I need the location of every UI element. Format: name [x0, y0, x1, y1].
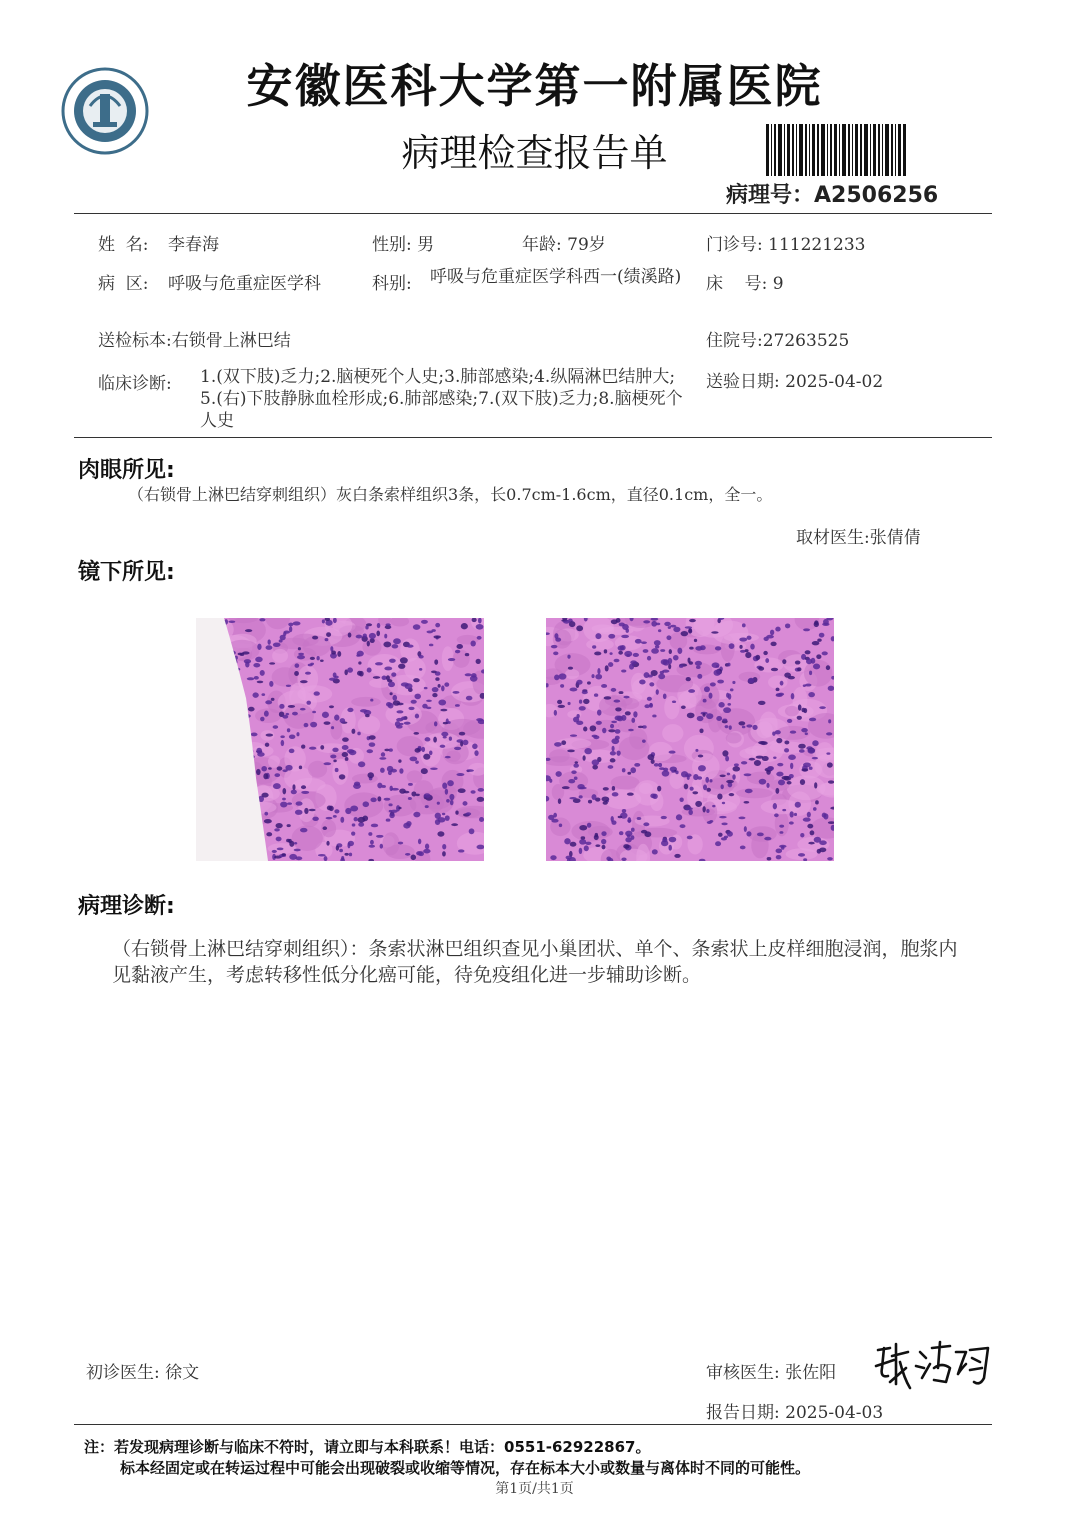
pathology-number-label: 病理号：: [726, 183, 815, 208]
clinical-diagnosis: [98, 366, 688, 432]
sex-value: 男: [417, 235, 435, 255]
pathology-number-value: A2506256: [814, 183, 939, 208]
dept-value: 呼吸与危重症医学科西一(绩溪路): [430, 267, 682, 287]
initial-doctor-value: 徐文: [165, 1363, 200, 1383]
handwritten-signature: [870, 1338, 994, 1394]
submit-date-value: 2025-04-02: [785, 372, 884, 392]
review-doctor-label: 审核医生:: [706, 1363, 780, 1383]
initial-doctor: [86, 1358, 199, 1383]
initial-doctor-label: 初诊医生:: [86, 1363, 160, 1383]
grossing-doctor: [796, 523, 921, 548]
report-title: 病理检查报告单: [401, 131, 668, 175]
clinical-dx-value: 1.(双下肢)乏力;2.脑梗死个人史;3.肺部感染;4.纵隔淋巴结肿大;5.(右)下肢静脉血栓形成;6.肺部感染;7.(双下肢)乏力;8.脑梗死个人史: [200, 367, 683, 431]
specimen: [98, 326, 291, 351]
micrograph-left: [196, 618, 484, 861]
grossing-doctor-label: 取材医生:: [796, 528, 870, 548]
divider: [74, 437, 992, 438]
footer-note-1: 注：若发现病理诊断与临床不符时，请立即与本科联系！电话：0551-62922867。: [84, 1438, 651, 1456]
micrograph-right: [546, 618, 834, 861]
age-value: 79岁: [567, 235, 606, 255]
footer-note-2: 标本经固定或在转运过程中可能会出现破裂或收缩等情况，存在标本大小或数量与离体时不同的可能性。: [120, 1459, 811, 1477]
gross-heading: 肉眼所见:: [78, 458, 175, 483]
age-label: 年龄:: [522, 235, 562, 255]
name-value: 李春海: [167, 235, 219, 255]
outpatient-label: 门诊号:: [706, 235, 763, 255]
submit-date: [706, 367, 883, 392]
bed-label: 床 号:: [706, 274, 768, 294]
outpatient-value: 111221233: [768, 235, 866, 255]
report-date-label: 报告日期:: [706, 1403, 780, 1423]
dept-label: 科别:: [372, 274, 412, 294]
inpatient-number: [706, 326, 849, 351]
bed-value: 9: [772, 274, 784, 294]
microscopic-heading: 镜下所见:: [78, 560, 175, 585]
ward: [98, 269, 321, 294]
divider: [74, 213, 992, 214]
clinical-dx-label: 临床诊断:: [98, 374, 172, 394]
ward-value: 呼吸与危重症医学科: [167, 274, 321, 294]
inpatient-label: 住院号:: [706, 331, 763, 351]
specimen-label: 送检标本:: [98, 331, 172, 351]
report-date: [706, 1398, 883, 1423]
diagnosis-text: （右锁骨上淋巴结穿刺组织）：条索状淋巴组织查见小巢团状、单个、条索状上皮样细胞浸润，胞浆内见黏液产生，考虑转移性低分化癌可能，待免疫组化进一步辅助诊断。: [112, 938, 958, 986]
patient-age: [522, 230, 606, 255]
patient-sex: [372, 230, 434, 255]
inpatient-value: 27263525: [762, 331, 850, 351]
name-label: 姓 名:: [98, 235, 149, 255]
sex-label: 性别:: [372, 235, 412, 255]
review-doctor: [706, 1358, 836, 1383]
outpatient-number: [706, 230, 865, 255]
grossing-doctor-value: 张倩倩: [869, 528, 921, 548]
gross-description: （右锁骨上淋巴结穿刺组织）灰白条索样组织3条，长0.7cm-1.6cm，直径0.1cm，全一。: [128, 485, 773, 504]
divider: [74, 1424, 992, 1425]
bed-number: [706, 269, 784, 294]
diagnosis-heading: 病理诊断:: [78, 894, 175, 919]
specimen-value: 右锁骨上淋巴结: [171, 331, 291, 351]
page-indicator: 第1页/共1页: [495, 1481, 574, 1497]
review-doctor-value: 张佐阳: [785, 1363, 837, 1383]
patient-name: [98, 230, 219, 255]
ward-label: 病 区:: [98, 274, 149, 294]
pathology-number: [726, 178, 938, 209]
submit-date-label: 送验日期:: [706, 372, 780, 392]
barcode: [766, 124, 906, 176]
hospital-name: 安徽医科大学第一附属医院: [246, 59, 823, 113]
department: [372, 266, 692, 294]
report-date-value: 2025-04-03: [785, 1403, 884, 1423]
